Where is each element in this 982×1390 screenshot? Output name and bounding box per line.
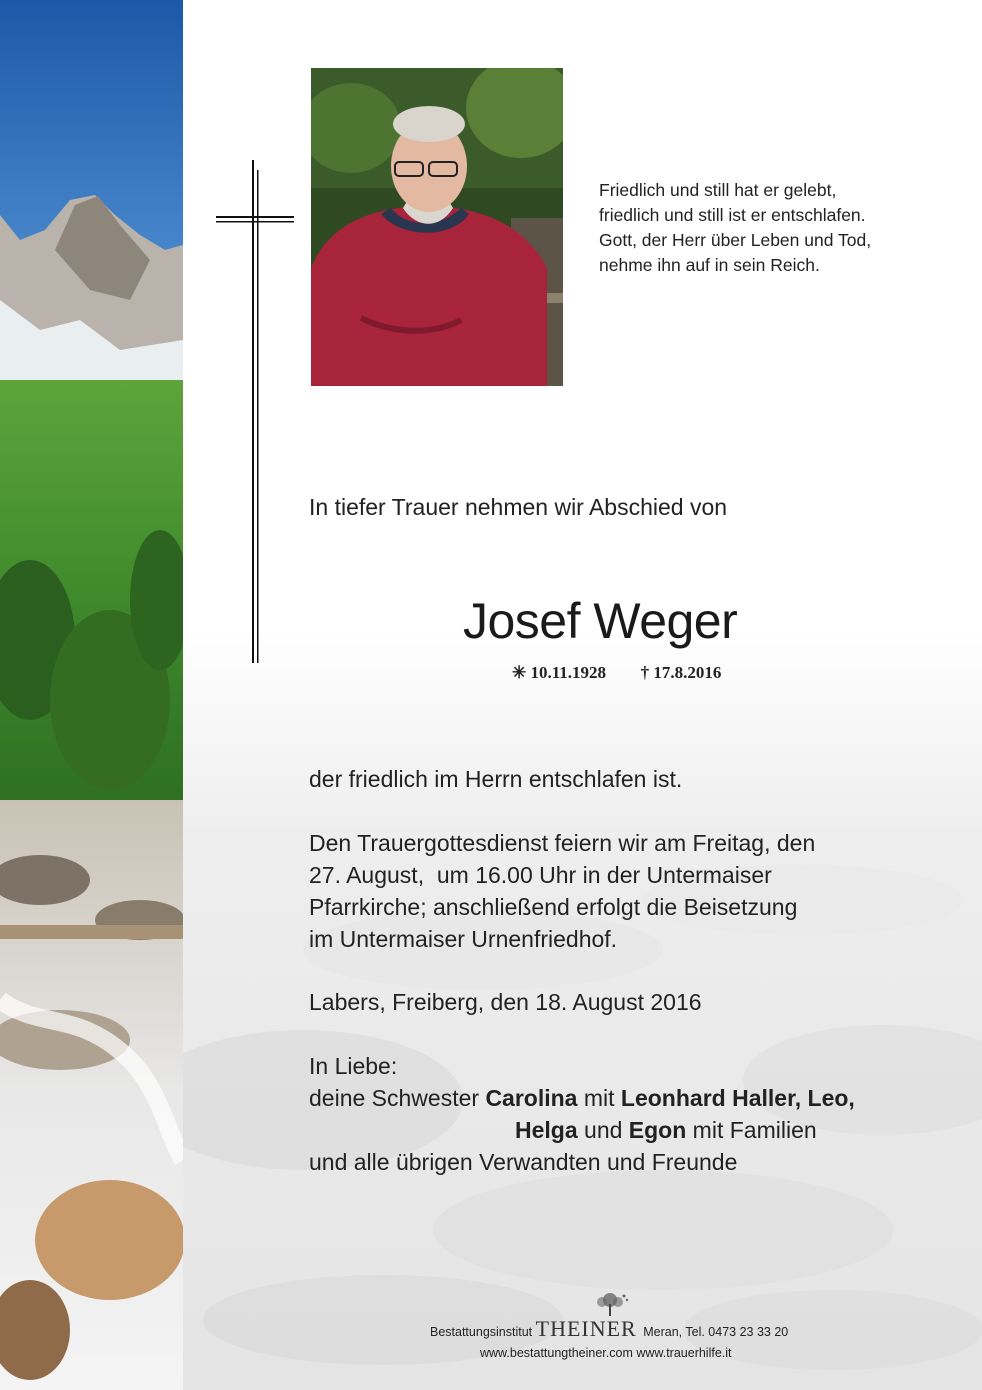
- deceased-name: Josef Weger: [463, 593, 738, 649]
- place-date: Labers, Freiberg, den 18. August 2016: [309, 989, 702, 1015]
- verse-line: Friedlich und still hat er gelebt,: [599, 180, 837, 200]
- footer-contact: Meran, Tel. 0473 23 33 20: [643, 1325, 789, 1339]
- tree-logo-icon: [590, 1292, 630, 1318]
- mourners-text: und: [577, 1117, 629, 1143]
- service-line: Pfarrkirche; anschließend erfolgt die Beisetzung: [309, 894, 798, 920]
- footer-websites: www.bestattungtheiner.com www.trauerhilfe.it: [480, 1346, 732, 1360]
- service-line: 27. August, um 16.00 Uhr in der Untermaiser: [309, 862, 772, 888]
- birth-date: 10.11.1928: [530, 663, 607, 682]
- service-line: Den Trauergottesdienst feiern wir am Freitag, den: [309, 830, 816, 856]
- death-cross-icon: †: [640, 663, 650, 682]
- verse-line: Gott, der Herr über Leben und Tod,: [599, 230, 872, 250]
- mourner-name: Helga: [515, 1117, 578, 1143]
- brand-name: THEINER: [535, 1316, 637, 1341]
- footer-prefix: Bestattungsinstitut: [430, 1325, 533, 1339]
- mourner-name: Carolina: [485, 1085, 578, 1111]
- mourners-text: mit Familien: [686, 1117, 817, 1143]
- mourners-text: mit: [577, 1085, 621, 1111]
- mourners-line: und alle übrigen Verwandten und Freunde: [309, 1149, 738, 1175]
- service-info: [309, 827, 815, 955]
- mourners-text: deine Schwester: [309, 1085, 486, 1111]
- memorial-verse: [599, 178, 939, 278]
- cross-icon: [216, 160, 294, 663]
- mourners-list: [309, 1050, 855, 1178]
- footer-line: [430, 1316, 788, 1342]
- service-line: im Untermaiser Urnenfriedhof.: [309, 926, 618, 952]
- mourner-name: Leonhard Haller, Leo,: [620, 1085, 855, 1111]
- verse-line: friedlich und still ist er entschlafen.: [599, 205, 866, 225]
- mourners-line: [309, 1114, 855, 1146]
- mourners-line: [309, 1082, 855, 1114]
- verse-line: nehme ihn auf in sein Reich.: [599, 255, 820, 275]
- mourner-name: Egon: [628, 1117, 687, 1143]
- landscape-strip-image: [0, 0, 183, 1390]
- birth-star-icon: ✳: [512, 663, 527, 682]
- intro-text: In tiefer Trauer nehmen wir Abschied von: [309, 494, 728, 520]
- passing-text: der friedlich im Herrn entschlafen ist.: [309, 766, 683, 792]
- funeral-home-logo: [536, 1316, 644, 1341]
- death-date: 17.8.2016: [653, 663, 722, 682]
- mourners-heading: In Liebe:: [309, 1053, 398, 1079]
- life-dates: [512, 663, 721, 683]
- portrait-photo: [311, 68, 563, 386]
